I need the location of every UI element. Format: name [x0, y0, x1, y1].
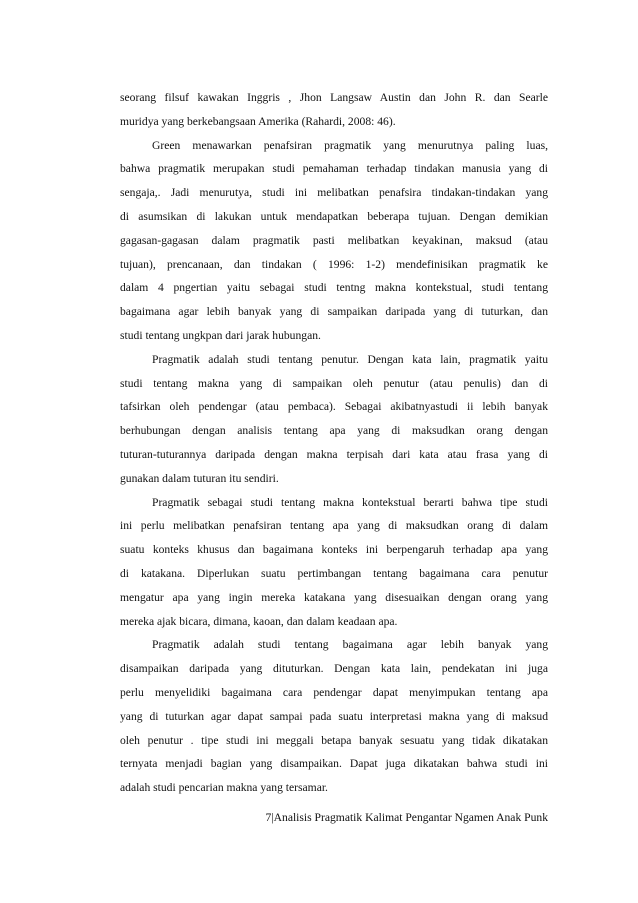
text-line: suatu konteks khusus dan bagaimana konteks ini berpengaruh terhadap apa yang	[120, 543, 548, 557]
text-line: seorang filsuf kawakan Inggris , Jhon Langsaw Austin dan John R. dan Searle	[120, 91, 548, 104]
text-line: tafsirkan oleh pendengar (atau pembaca). Sebagai akibatnyastudi ii lebih banyak	[120, 400, 548, 414]
paragraph	[120, 491, 548, 634]
text-line: di asumsikan di lakukan untuk mendapatkan beberapa tujuan. Dengan demikian	[120, 209, 548, 223]
text-line: Pragmatik adalah studi tentang bagaimana agar lebih banyak yang	[152, 638, 548, 652]
text-line: berhubungan dengan analisis tentang apa yang di maksudkan orang dengan	[120, 424, 548, 438]
text-line: gunakan dalam tuturan itu sendiri.	[120, 471, 279, 485]
paragraph	[120, 633, 548, 800]
text-line: gagasan-gagasan dalam pragmatik pasti melibatkan keyakinan, maksud (atau	[120, 233, 548, 247]
text-line: sengaja,. Jadi menurutya, studi ini melibatkan penafsira tindakan-tindakan yang	[120, 186, 548, 200]
text-line: bagaimana agar lebih banyak yang di sampaikan daripada yang di tuturkan, dan	[120, 305, 548, 319]
text-line: muridya yang berkebangsaan Amerika (Rahardi, 2008: 46).	[120, 114, 396, 128]
text-line: ini perlu melibatkan penafsiran tentang apa yang di maksudkan orang di dalam	[120, 519, 548, 533]
text-line: dalam 4 pngertian yaitu sebagai studi tentng makna kontekstual, studi tentang	[120, 281, 548, 295]
text-line: mengatur apa yang ingin mereka katakana yang disesuaikan dengan orang yang	[120, 590, 548, 604]
text-line: mereka ajak bicara, dimana, kaoan, dan dalam keadaan apa.	[120, 614, 398, 628]
text-line: tuturan-tuturannya daripada dengan makna terpisah dari kata atau frasa yang di	[120, 447, 548, 461]
text-line: yang di tuturkan agar dapat sampai pada suatu interpretasi makna yang di maksud	[120, 709, 548, 723]
text-line: perlu menyelidiki bagaimana cara pendengar dapat menyimpukan tentang apa	[120, 685, 548, 699]
text-line: studi tentang makna yang di sampaikan oleh penutur (atau penulis) dan di	[120, 376, 548, 390]
text-line: di katakana. Diperlukan suatu pertimbangan tentang bagaimana cara penutur	[120, 566, 548, 580]
text-line: Green menawarkan penafsiran pragmatik yang menurutnya paling luas,	[152, 138, 548, 152]
text-line: ternyata menjadi bagian yang disampaikan. Dapat juga dikatakan bahwa studi ini	[120, 757, 548, 771]
text-line: Pragmatik adalah studi tentang penutur. Dengan kata lain, pragmatik yaitu	[152, 352, 548, 366]
text-line: bahwa pragmatik merupakan studi pemahaman terhadap tindakan manusia yang di	[120, 162, 548, 176]
text-line: oleh penutur . tipe studi ini meggali betapa banyak sesuatu yang tidak dikatakan	[120, 733, 548, 747]
paragraph	[120, 134, 548, 348]
text-line: studi tentang ungkpan dari jarak hubungan.	[120, 328, 321, 342]
text-line: tujuan), prencanaan, dan tindakan ( 1996: 1-2) mendefinisikan pragmatik ke	[120, 257, 548, 271]
text-line: disampaikan daripada yang dituturkan. Dengan kata lain, pendekatan ini juga	[120, 662, 548, 676]
text-line: adalah studi pencarian makna yang tersamar.	[120, 781, 328, 795]
paragraph	[120, 86, 548, 134]
paragraph	[120, 348, 548, 491]
page-footer: 7|Analisis Pragmatik Kalimat Pengantar Ngamen Anak Punk	[265, 811, 548, 824]
body-text	[120, 86, 548, 800]
text-line: Pragmatik sebagai studi tentang makna kontekstual berarti bahwa tipe studi	[152, 495, 548, 509]
